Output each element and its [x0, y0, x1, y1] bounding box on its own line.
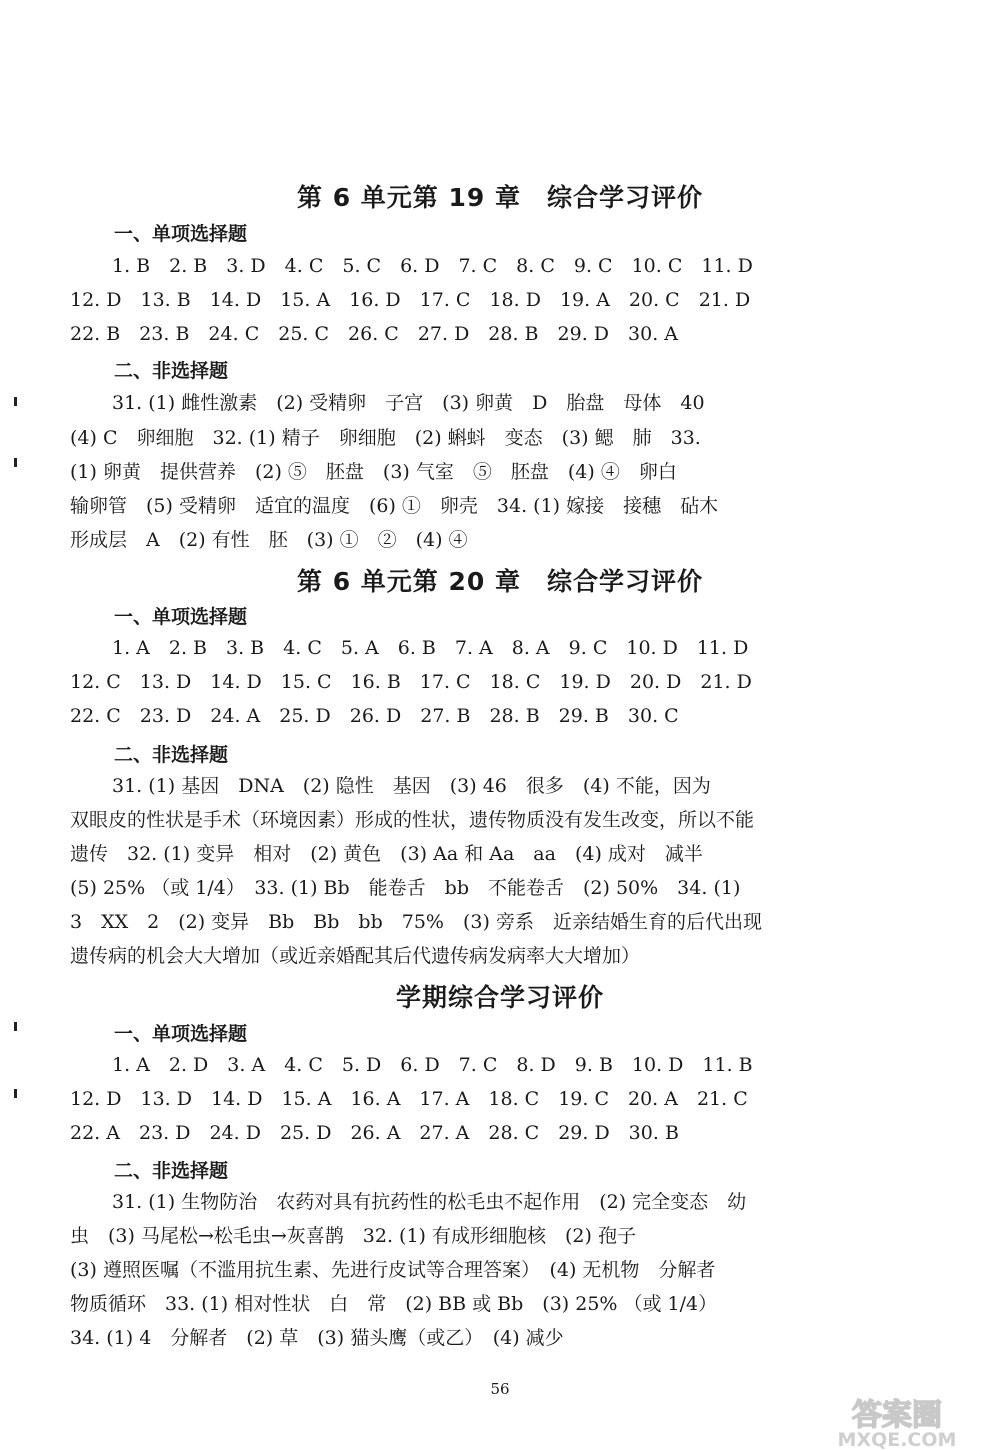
answer-line: 遗传 32. (1) 变异 相对 (2) 黄色 (3) Aa 和 Aa aa (4) 成对 减半 — [70, 843, 703, 865]
answer-line: 1. B 2. B 3. D 4. C 5. C 6. D 7. C 8. C 9. C 10. C 11. D — [112, 255, 753, 277]
answer-line: 31. (1) 雌性激素 (2) 受精卵 子宫 (3) 卵黄 D 胎盘 母体 40 — [112, 392, 705, 414]
answer-line: (5) 25% （或 1/4） 33. (1) Bb 能卷舌 bb 不能卷舌 (2) 50% 34. (1) — [70, 877, 741, 899]
section-title: 第 6 单元第 20 章 综合学习评价 — [296, 567, 703, 596]
subsection-heading: 一、单项选择题 — [114, 606, 248, 628]
answer-line: 遗传病的机会大大增加（或近亲婚配其后代遗传病发病率大大增加） — [70, 945, 641, 967]
section-title: 学期综合学习评价 — [395, 983, 604, 1012]
answer-line: 31. (1) 基因 DNA (2) 隐性 基因 (3) 46 很多 (4) 不能，因为 — [112, 775, 711, 797]
answer-line: 输卵管 (5) 受精卵 适宜的温度 (6) ① 卵壳 34. (1) 嫁接 接穗 砧木 — [70, 495, 719, 517]
answer-line: 31. (1) 生物防治 农药对具有抗药性的松毛虫不起作用 (2) 完全变态 幼 — [112, 1191, 747, 1213]
answer-line: (3) 遵照医嘱（不滥用抗生素、先进行皮试等合理答案） (4) 无机物 分解者 — [70, 1259, 716, 1281]
page-number: 56 — [490, 1380, 510, 1398]
svg-text:MXQE.COM: MXQE.COM — [837, 1429, 957, 1449]
answer-line: 12. D 13. B 14. D 15. A 16. D 17. C 18. D 19. A 20. C 21. D — [70, 289, 751, 311]
answer-line: 双眼皮的性状是手术（环境因素）形成的性状，遗传物质没有发生改变，所以不能 — [70, 809, 755, 831]
section-title: 第 6 单元第 19 章 综合学习评价 — [296, 183, 703, 212]
answer-line: 物质循环 33. (1) 相对性状 白 常 (2) BB 或 Bb (3) 25% （或 1/4） — [70, 1293, 718, 1315]
answer-line: 1. A 2. B 3. B 4. C 5. A 6. B 7. A 8. A 9. C 10. D 11. D — [112, 637, 749, 659]
answer-line: 形成层 A (2) 有性 胚 (3) ① ② (4) ④ — [70, 529, 468, 551]
margin-mark — [14, 458, 17, 467]
answer-line: (4) C 卵细胞 32. (1) 精子 卵细胞 (2) 蝌蚪 变态 (3) 鳃 肺 33. — [70, 427, 701, 449]
margin-mark — [14, 1089, 17, 1098]
subsection-heading: 一、单项选择题 — [114, 1023, 248, 1045]
subsection-heading: 一、单项选择题 — [114, 223, 248, 245]
answer-line: 22. A 23. D 24. D 25. D 26. A 27. A 28. C 29. D 30. B — [70, 1122, 679, 1144]
answer-line: 12. C 13. D 14. D 15. C 16. B 17. C 18. C 19. D 20. D 21. D — [70, 671, 752, 693]
margin-mark — [14, 397, 17, 406]
answer-line: 3 XX 2 (2) 变异 Bb Bb bb 75% (3) 旁系 近亲结婚生育的后代出现 — [70, 911, 762, 933]
answer-line: (1) 卵黄 提供营养 (2) ⑤ 胚盘 (3) 气室 ⑤ 胚盘 (4) ④ 卵白 — [70, 461, 677, 483]
subsection-heading: 二、非选择题 — [114, 744, 229, 766]
answer-line: 1. A 2. D 3. A 4. C 5. D 6. D 7. C 8. D 9. B 10. D 11. B — [112, 1054, 753, 1076]
answer-line: 22. B 23. B 24. C 25. C 26. C 27. D 28. B 29. D 30. A — [70, 323, 678, 345]
svg-text:答案圈: 答案圈 — [852, 1398, 942, 1433]
answer-line: 34. (1) 4 分解者 (2) 草 (3) 猫头鹰（或乙） (4) 减少 — [70, 1327, 564, 1349]
answer-line: 虫 (3) 马尾松→松毛虫→灰喜鹊 32. (1) 有成形细胞核 (2) 孢子 — [70, 1225, 636, 1247]
answer-line: 22. C 23. D 24. A 25. D 26. D 27. B 28. B 29. B 30. C — [70, 705, 679, 727]
watermark-logo — [802, 1395, 992, 1449]
margin-mark — [14, 1022, 17, 1031]
answer-line: 12. D 13. D 14. D 15. A 16. A 17. A 18. C 19. C 20. A 21. C — [70, 1088, 748, 1110]
subsection-heading: 二、非选择题 — [114, 360, 229, 382]
subsection-heading: 二、非选择题 — [114, 1160, 229, 1182]
